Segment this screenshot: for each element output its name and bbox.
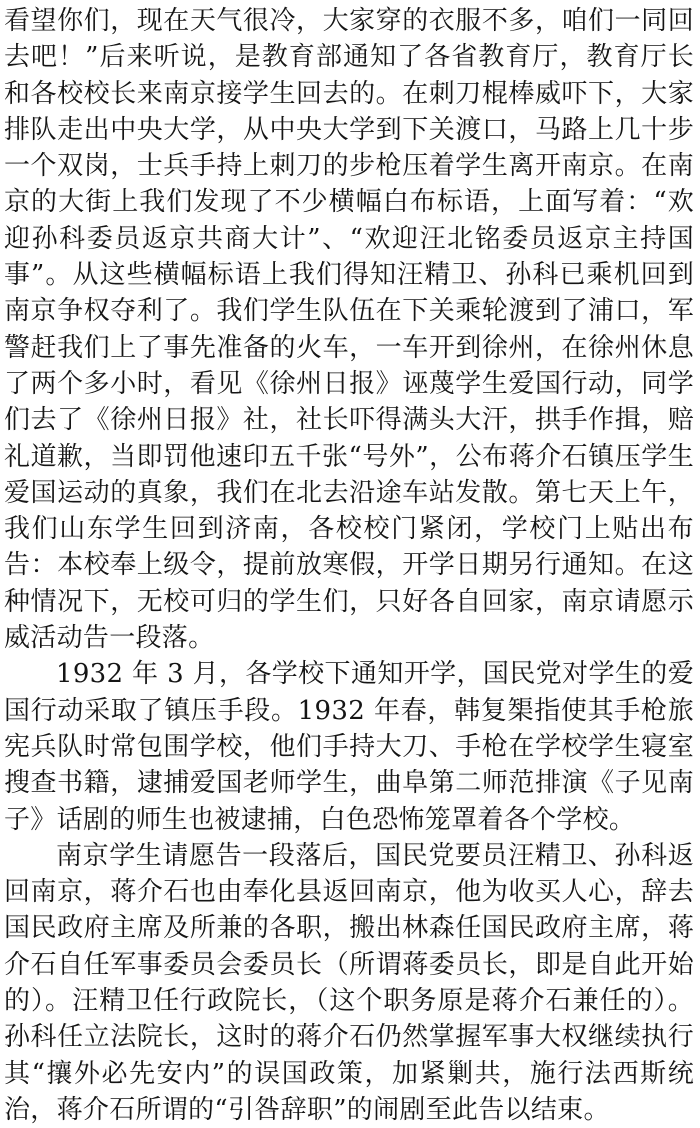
paragraph-chiang-resignation: 南京学生请愿告一段落后，国民党要员汪精卫、孙科返回南京，蒋介石也由奉化县返回南京，他为收买人心，辞去国民政府主席及所兼的各职，搬出林森任国民政府主席，蒋介石自任军事委员会委员长（所谓蒋委员长，即是自此开始的）。汪精卫任行政院长，（这个职务原是蒋介石兼任的）。孙科任立法院长，这时的蒋介石仍然掌握军事大权继续执行其“攘外必先安内”的误国政策，加紧剿共，施行法西斯统治，蒋介石所谓的“引咎辞职”的闹剧至此告以结束。	[4, 840, 694, 1125]
paragraph-1932-crackdown: 1932 年 3 月，各学校下通知开学，国民党对学生的爱国行动采取了镇压手段。1932 年春，韩复榘指使其手枪旅宪兵队时常包围学校，他们手持大刀、手枪在学校学生寝室搜查书籍，逮捕爱国老师学生，曲阜第二师范排演《子见南子》话剧的师生也被逮捕，白色恐怖笼罩着各个学校。	[4, 659, 694, 835]
paragraph-continuation: 看望你们，现在天气很冷，大家穿的衣服不多，咱们一同回去吧！”后来听说，是教育部通知了各省教育厅，教育厅长和各校校长来南京接学生回去的。在刺刀棍棒威吓下，大家排队走出中央大学，从中央大学到下关渡口，马路上几十步一个双岗，士兵手持上刺刀的步枪压着学生离开南京。在南京的大街上我们发现了不少横幅白布标语，上面写着：“欢迎孙科委员返京共商大计”、“欢迎汪北铭委员返京主持国事”。从这些横幅标语上我们得知汪精卫、孙科已乘机回到南京争权夺利了。我们学生队伍在下关乘轮渡到了浦口，军警赶我们上了事先准备的火车，一车开到徐州，在徐州休息了两个多小时，看见《徐州日报》诬蔑学生爱国行动，同学们去了《徐州日报》社，社长吓得满头大汗，拱手作揖，赔礼道歉，当即罚他速印五千张“号外”，公布蒋介石镇压学生爱国运动的真象，我们在北去沿途车站发散。第七天上午，我们山东学生回到济南，各校校门紧闭，学校门上贴出布告：本校奉上级令，提前放寒假，开学日期另行通知。在这种情况下，无校可归的学生们，只好各自回家，南京请愿示威活动告一段落。	[4, 6, 694, 654]
